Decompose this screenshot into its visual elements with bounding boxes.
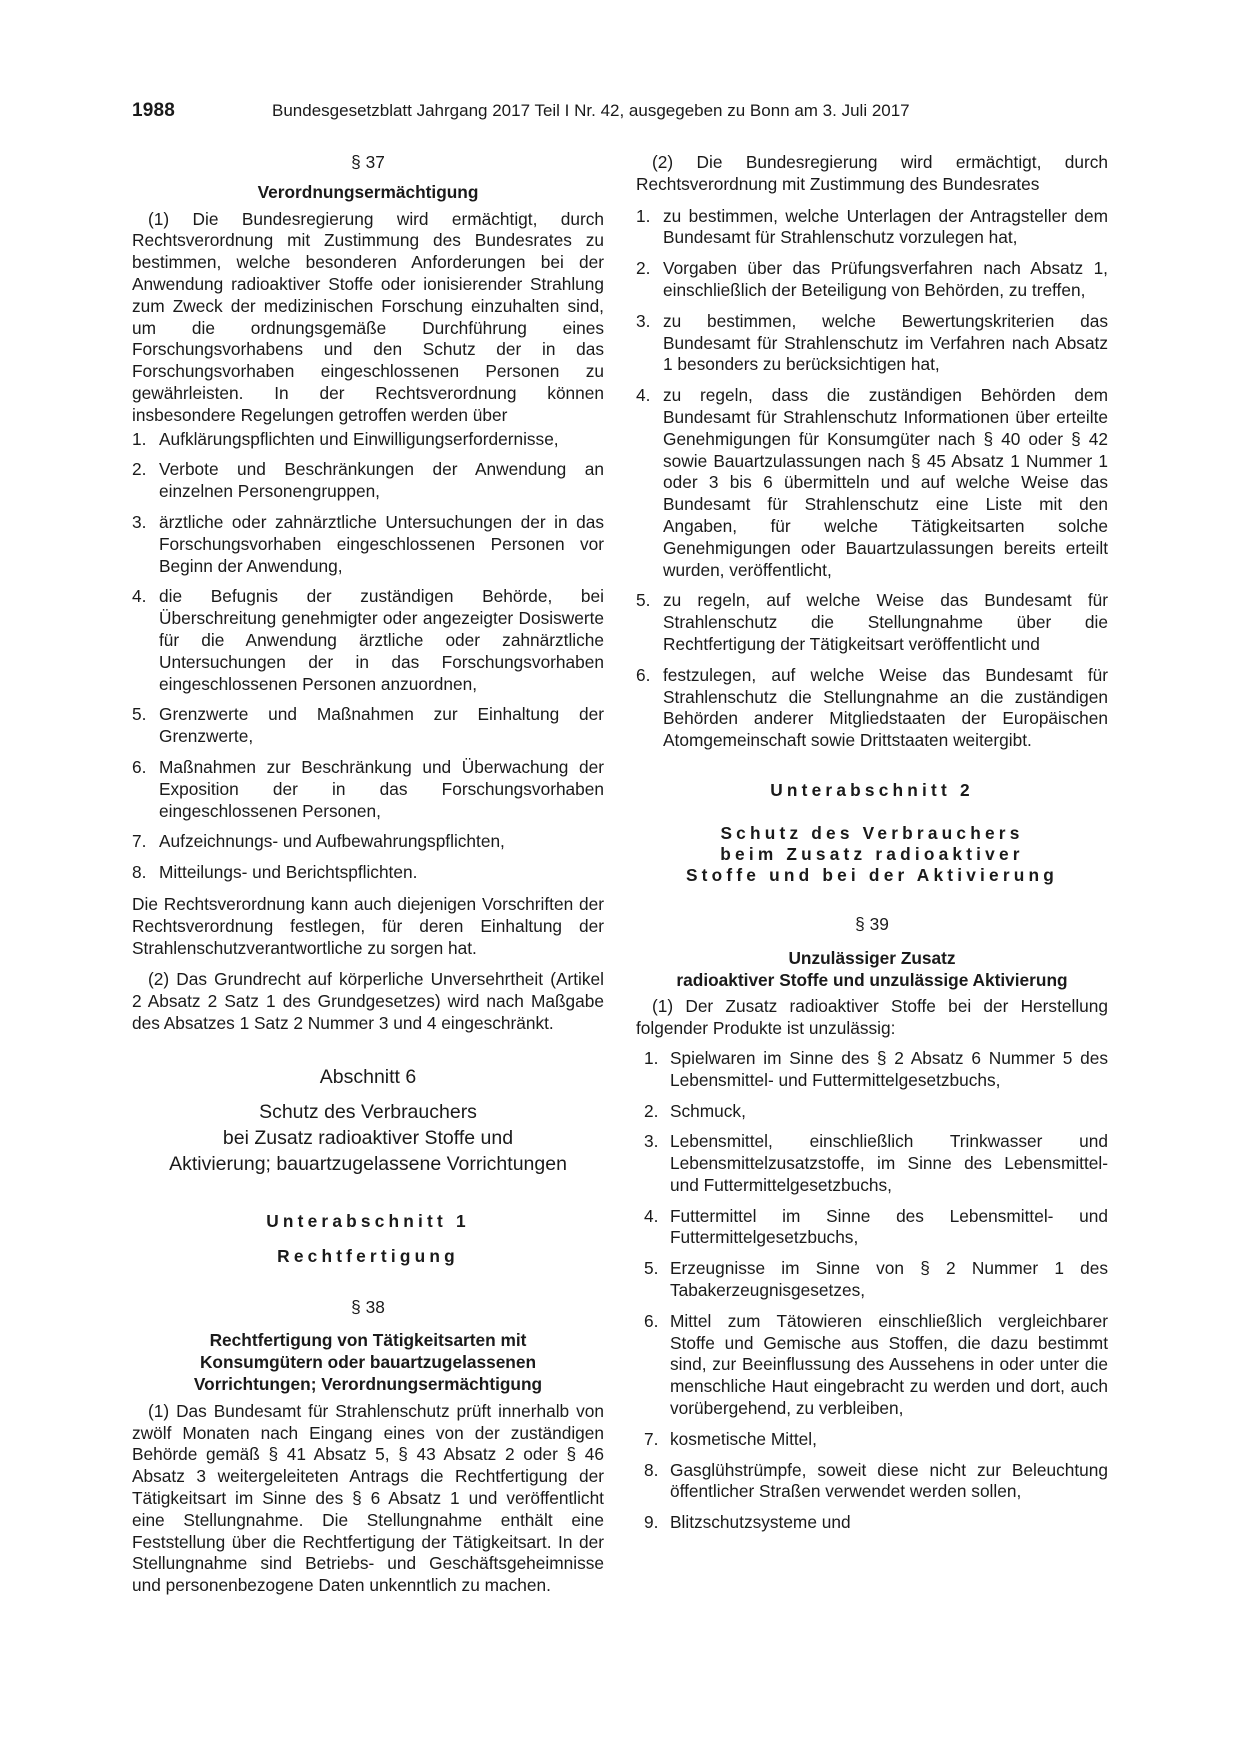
section-39-title-line-2: radioaktiver Stoffe und unzulässige Aktivierung [676, 969, 1068, 990]
list-item-text: Blitzschutzsysteme und [670, 1512, 851, 1533]
list-item-text: Erzeugnisse im Sinne von § 2 Nummer 1 des Tabakerzeugnisgesetzes, [670, 1258, 1108, 1301]
unterabschnitt-2-title-line-3: Stoffe und bei der Aktivierung [685, 864, 1059, 885]
page-number: 1988 [132, 100, 176, 121]
list-item-text: ärztliche oder zahnärztliche Untersuchungen der in das Forschungsvorhaben eingeschlossenen Personen vor Beginn der Anwendung, [159, 511, 604, 576]
abschnitt-6-label: Abschnitt 6 [319, 1065, 417, 1088]
section-38-sign: § 38 [351, 1296, 385, 1317]
unterabschnitt-1-label: Unterabschnitt 1 [266, 1210, 470, 1231]
list-item-number: 6. [644, 1310, 659, 1331]
section-37-paragraph-1: (1) Die Bundesregierung wird ermächtigt, durch Rechtsverordnung mit Zustimmung des Bundesrates zu bestimmen, welche besonderen Anforderungen bei der Anwendung radioaktiver Stoffe oder ionisierender Strahlung zum Zweck der medizinischen Forschung einzuhalten sind, um die ordnungsgemäße Durchführung eines Forschungsvorhabens und den Schutz der in das Forschungsvorhaben eingeschlossenen Personen zu gewährleisten. In der Rechtsverordnung können insbesondere Regelungen getroffen werden über [132, 208, 604, 425]
list-item-number: 4. [636, 385, 651, 406]
list-item-number: 8. [132, 862, 147, 883]
list-item-number: 9. [644, 1512, 659, 1533]
list-item-number: 7. [132, 831, 147, 852]
list-item [636, 1512, 1108, 1534]
list-item [636, 1206, 1108, 1250]
list-item [636, 1311, 1108, 1420]
list-item [636, 1429, 1108, 1451]
list-item-text: Schmuck, [670, 1100, 746, 1121]
section-38-title-line-2: Konsumgütern oder bauartzugelassenen [199, 1352, 537, 1373]
abschnitt-6-title-line-3: Aktivierung; bauartzugelassene Vorrichtungen [169, 1152, 567, 1175]
running-header: Bundesgesetzblatt Jahrgang 2017 Teil I Nr. 42, ausgegeben zu Bonn am 3. Juli 2017 [272, 101, 910, 120]
list-item [132, 459, 604, 503]
list-item [132, 831, 604, 853]
list-item-text: Aufklärungspflichten und Einwilligungserfordernisse, [159, 428, 559, 449]
list-item-text: Spielwaren im Sinne des § 2 Absatz 6 Nummer 5 des Lebensmittel- und Futtermittelgesetzbuchs, [670, 1047, 1108, 1090]
list-item [636, 665, 1108, 752]
list-item-text: Lebensmittel, einschließlich Trinkwasser und Lebensmittelzusatzstoffe, im Sinne des Lebensmittel- und Futtermittelgesetzbuchs, [670, 1131, 1108, 1195]
list-item-number: 2. [644, 1100, 659, 1121]
list-item-number: 5. [132, 704, 147, 725]
list-item-number: 3. [636, 310, 651, 331]
list-item-text: Mittel zum Tätowieren einschließlich vergleichbarer Stoffe und Gemische aus Stoffen, die dazu bestimmt sind, zur Beeinflussung des Aussehens in oder unter die menschliche Haut eingebracht zu werden und dort, auch vorübergehend, zu verbleiben, [670, 1310, 1108, 1419]
list-item-number: 8. [644, 1459, 659, 1480]
abschnitt-6-title-line-2: bei Zusatz radioaktiver Stoffe und [222, 1126, 514, 1149]
list-item-number: 4. [644, 1205, 659, 1226]
list-item-number: 5. [636, 590, 651, 611]
section-37-title: Verordnungsermächtigung [257, 181, 479, 202]
section-38-list [636, 206, 1108, 752]
list-item-text: festzulegen, auf welche Weise das Bundesamt für Strahlenschutz die Stellungnahme an die zuständigen Behörden anderer Mitgliedstaaten der Europäischen Atomgemeinschaft sowie Drittstaaten weitergibt. [663, 664, 1108, 751]
list-item-text: zu regeln, auf welche Weise das Bundesamt für Strahlenschutz die Stellungnahme über die Rechtfertigung der Tätigkeitsart veröffentlicht und [663, 590, 1108, 654]
list-item [636, 385, 1108, 581]
list-item-text: Futtermittel im Sinne des Lebensmittel- und Futtermittelgesetzbuchs, [670, 1205, 1108, 1248]
section-39-paragraph-1: (1) Der Zusatz radioaktiver Stoffe bei der Herstellung folgender Produkte ist unzulässig: [636, 996, 1108, 1039]
list-item-number: 1. [132, 428, 147, 449]
list-item [636, 1131, 1108, 1196]
list-item [132, 862, 604, 884]
list-item [636, 206, 1108, 250]
list-item-text: zu bestimmen, welche Bewertungskriterien das Bundesamt für Strahlenschutz im Verfahren nach Absatz 1 besonders zu berücksichtigen hat, [663, 310, 1108, 375]
list-item-number: 3. [644, 1131, 659, 1152]
list-item-number: 7. [644, 1428, 659, 1449]
list-item-number: 1. [636, 205, 651, 226]
section-38-paragraph-1: (1) Das Bundesamt für Strahlenschutz prüft innerhalb von zwölf Monaten nach Eingang eines von der zuständigen Behörde gemäß § 41 Absatz 5, § 43 Absatz 2 oder § 46 Absatz 3 weitergeleiteten Antrags die Rechtfertigung der Tätigkeitsart im Sinne des § 6 Absatz 1 und veröffentlicht eine Stellungnahme. Die Stellungnahme enthält eine Feststellung über die Rechtfertigung der Tätigkeitsart. In der Stellungnahme sind Betriebs- und Geschäftsgeheimnisse und personenbezogene Daten unkenntlich zu machen. [132, 1400, 604, 1596]
unterabschnitt-2-title-line-2: beim Zusatz radioaktiver [720, 843, 1024, 864]
list-item-number: 3. [132, 511, 147, 532]
list-item-number: 2. [636, 258, 651, 279]
list-item-number: 5. [644, 1258, 659, 1279]
section-37-paragraph-2: (2) Das Grundrecht auf körperliche Unversehrtheit (Artikel 2 Absatz 2 Satz 1 des Grundgesetzes) wird nach Maßgabe des Absatzes 1 Satz 2 Nummer 3 und 4 eingeschränkt. [132, 969, 604, 1033]
list-item [636, 1258, 1108, 1302]
unterabschnitt-1-title: Rechtfertigung [277, 1245, 459, 1266]
list-item [132, 586, 604, 695]
list-item [132, 512, 604, 577]
list-item-text: Gasglühstrümpfe, soweit diese nicht zur Beleuchtung öffentlicher Straßen verwendet werden sollen, [670, 1459, 1108, 1502]
section-39-list [636, 1048, 1108, 1534]
section-39-title-line-1: Unzulässiger Zusatz [788, 947, 956, 968]
list-item [636, 1101, 1108, 1123]
list-item [636, 1460, 1108, 1504]
section-38-title-line-3: Vorrichtungen; Verordnungsermächtigung [193, 1374, 543, 1395]
list-item-text: kosmetische Mittel, [670, 1428, 817, 1449]
list-item-text: zu bestimmen, welche Unterlagen der Antragsteller dem Bundesamt für Strahlenschutz vorzulegen hat, [663, 205, 1108, 248]
list-item [636, 590, 1108, 655]
list-item-text: Maßnahmen zur Beschränkung und Überwachung der Exposition der in das Forschungsvorhaben eingeschlossenen Personen, [159, 756, 604, 821]
list-item-number: 6. [636, 664, 651, 685]
section-38-title-line-1: Rechtfertigung von Tätigkeitsarten mit [209, 1330, 527, 1351]
list-item-text: die Befugnis der zuständigen Behörde, bei Überschreitung genehmigter oder angezeigter Dosiswerte für die Anwendung ärztliche oder zahnärztliche Untersuchungen der in das Forschungsvorhaben eingeschlossenen Personen anzuordnen, [159, 586, 604, 694]
list-item-number: 4. [132, 586, 147, 607]
list-item-text: Mitteilungs- und Berichtspflichten. [159, 862, 418, 883]
list-item [636, 258, 1108, 302]
unterabschnitt-2-label: Unterabschnitt 2 [770, 779, 974, 800]
right-column [636, 152, 1108, 1544]
section-37-list [132, 429, 604, 884]
list-item [636, 1048, 1108, 1092]
list-item-number: 1. [644, 1047, 659, 1068]
list-item-number: 2. [132, 459, 147, 480]
left-column [132, 152, 604, 1597]
list-item-text: Aufzeichnungs- und Aufbewahrungspflichten, [159, 831, 505, 852]
list-item-number: 6. [132, 756, 147, 777]
list-item-text: Verbote und Beschränkungen der Anwendung an einzelnen Personengruppen, [159, 459, 604, 502]
list-item [132, 757, 604, 822]
list-item [132, 429, 604, 451]
section-37-sign: § 37 [351, 152, 385, 172]
list-item-text: zu regeln, dass die zuständigen Behörden dem Bundesamt für Strahlenschutz Informationen über erteilte Genehmigungen für Konsumgüter nach § 40 oder § 42 sowie Bauartzulassungen nach § 45 Absatz 1 Nummer 1 oder 3 bis 6 übermitteln und auf welche Weise das Bundesamt für Strahlenschutz eine Liste mit den Angaben, für welche Tätigkeitsarten solche Genehmigungen oder Bauartzulassungen bereits erteilt wurden, veröffentlicht, [663, 385, 1108, 580]
section-38-paragraph-2-intro: (2) Die Bundesregierung wird ermächtigt, durch Rechtsverordnung mit Zustimmung des Bundesrates [636, 152, 1108, 194]
list-item-text: Grenzwerte und Maßnahmen zur Einhaltung der Grenzwerte, [159, 704, 604, 747]
section-39-sign: § 39 [855, 913, 889, 934]
abschnitt-6-title-line-1: Schutz des Verbrauchers [259, 1100, 477, 1123]
list-item [132, 704, 604, 748]
section-37-closing: Die Rechtsverordnung kann auch diejenigen Vorschriften der Rechtsverordnung festlegen, für deren Einhaltung der Strahlenschutzverantwortliche zu sorgen hat. [132, 893, 604, 958]
unterabschnitt-2-title-line-1: Schutz des Verbrauchers [720, 822, 1024, 843]
list-item-text: Vorgaben über das Prüfungsverfahren nach Absatz 1, einschließlich der Beteiligung von Behörden, zu treffen, [663, 258, 1108, 300]
list-item [636, 311, 1108, 376]
